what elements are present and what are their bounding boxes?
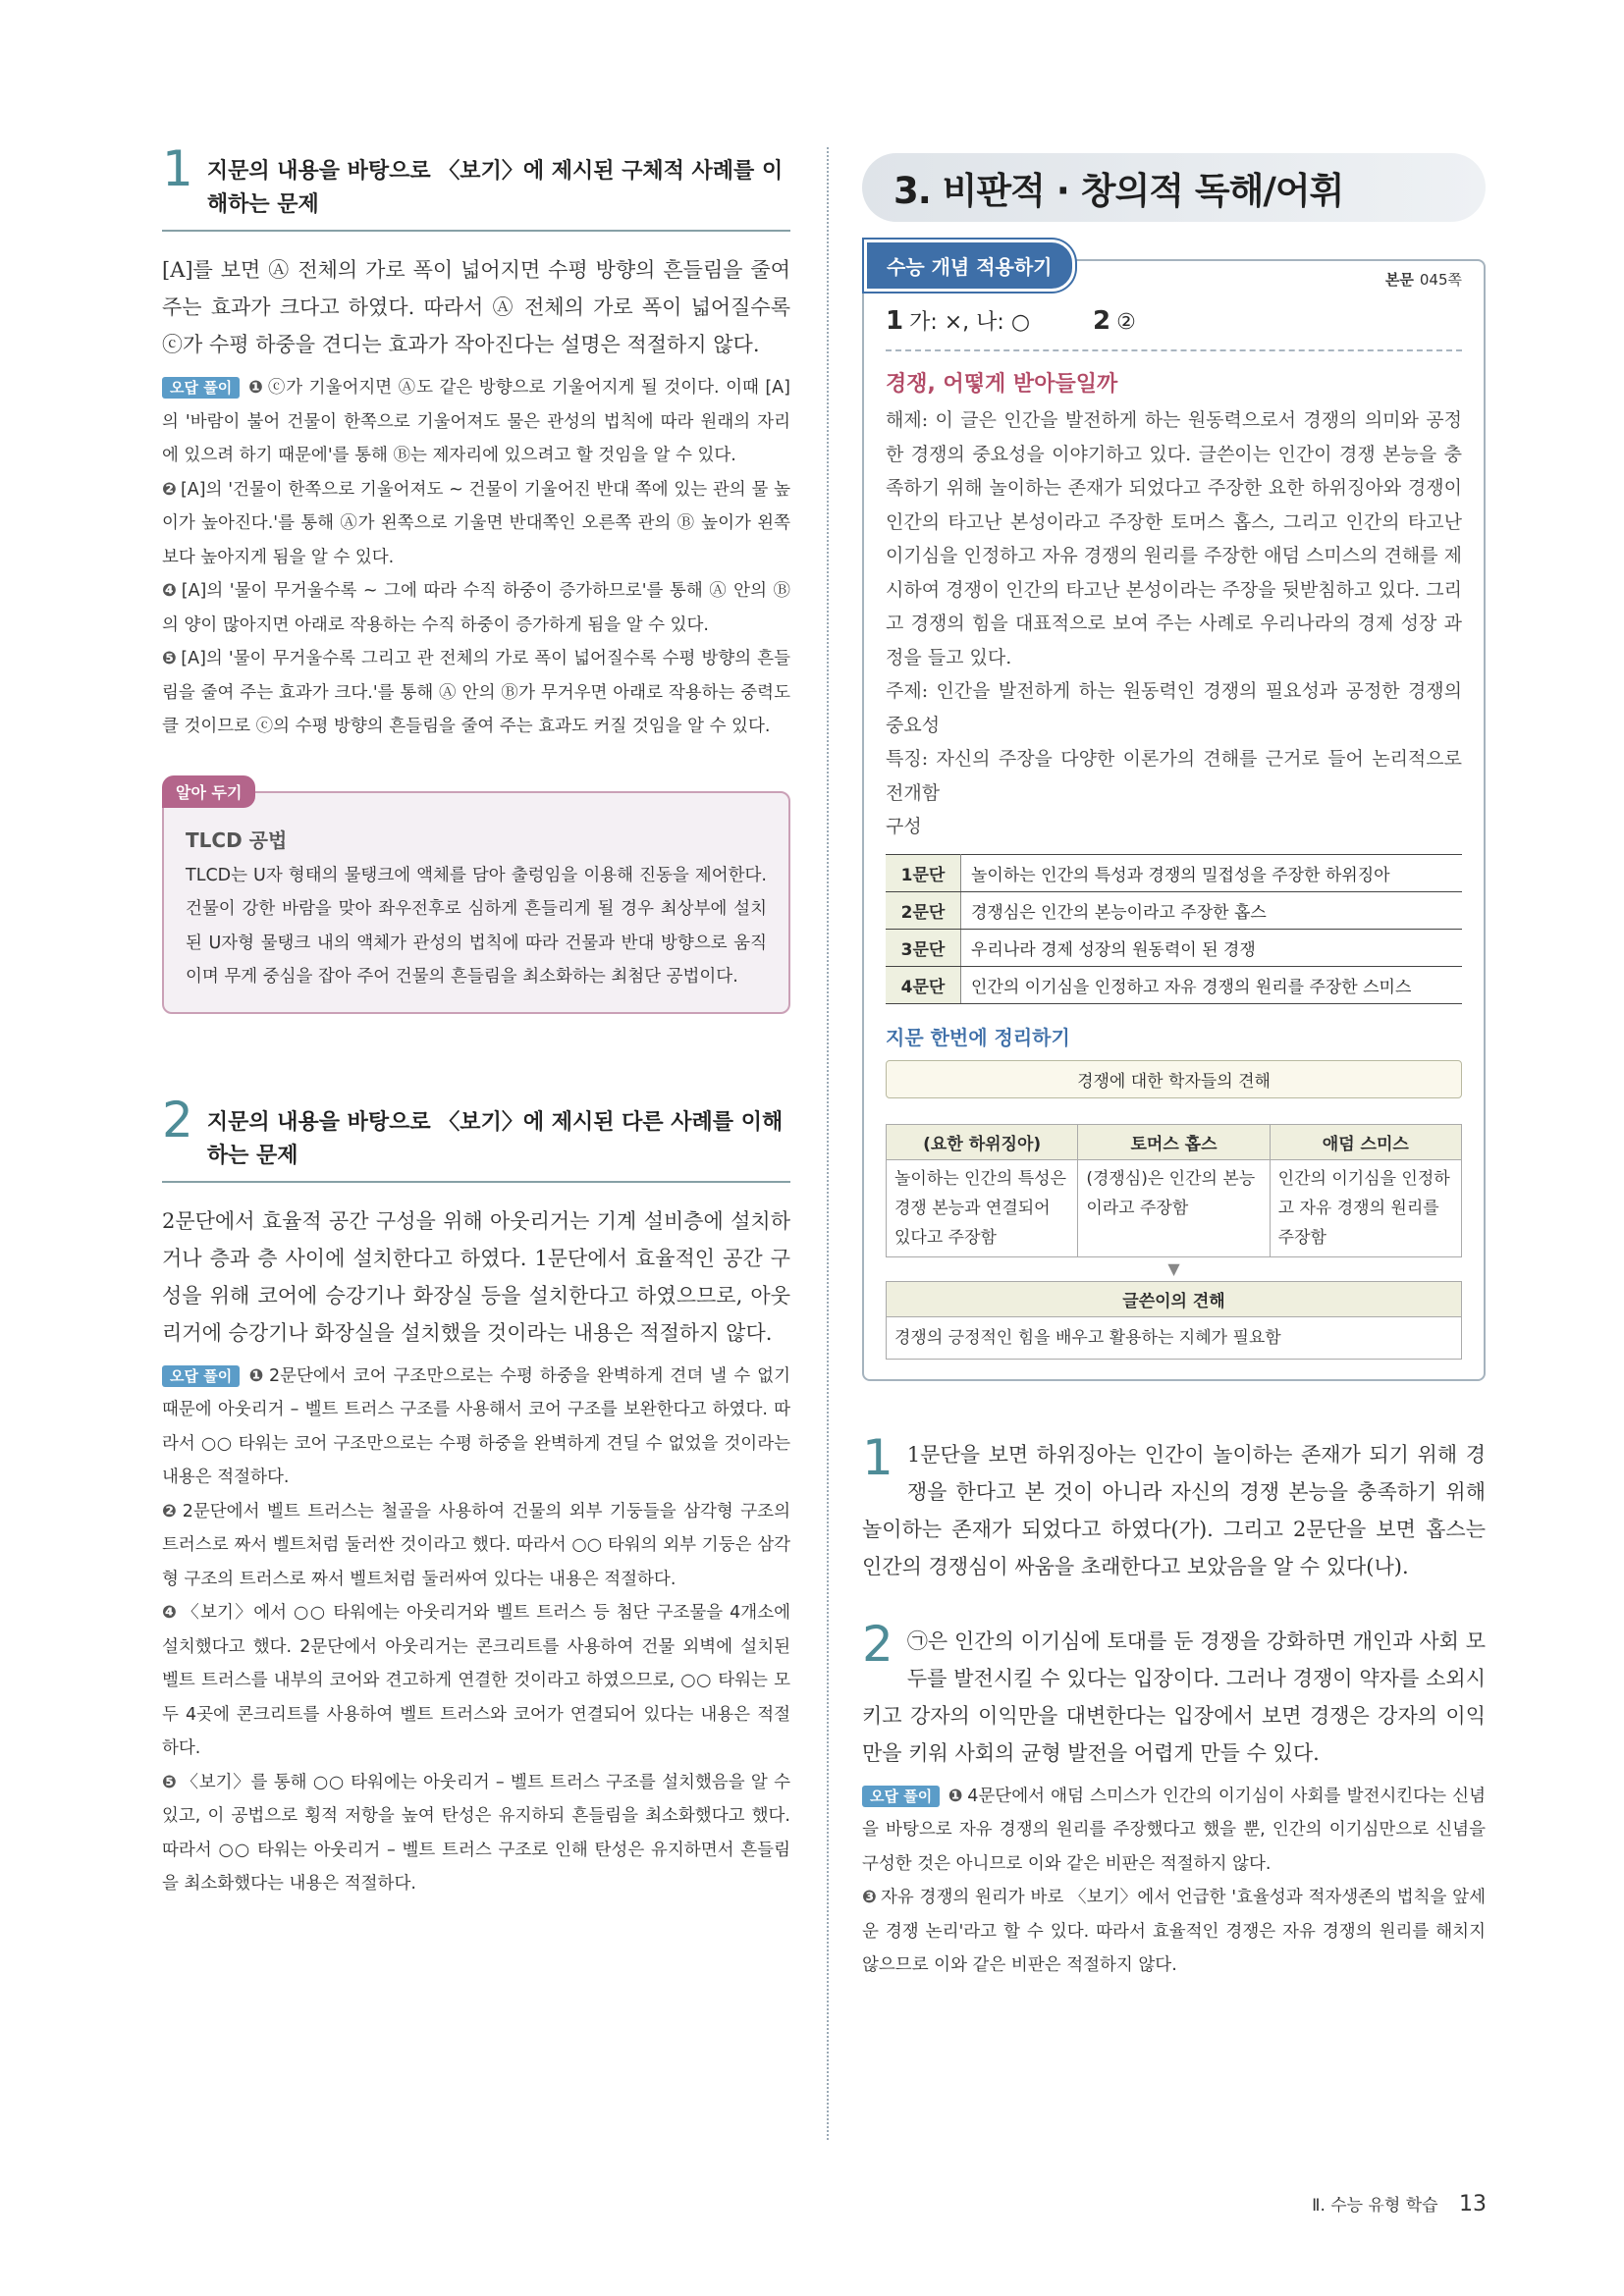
column-body: (경쟁심)은 인간의 본능이라고 주장함 (1086, 1168, 1256, 1218)
wrong-answer-item (162, 642, 790, 744)
wrong-answer-tag: 오답 풀이 (862, 1786, 940, 1807)
answer-1-explanation (862, 1428, 1486, 1585)
wrong-answer-text: 〈보기〉를 통해 ○○ 타워에는 아웃리거 – 벨트 트러스 구조를 설치했음을 알 수 있고, 이 공법으로 횡적 저항을 높여 탄성은 유지하되 흔들림을 최소화했다고 했다. 따라서 ○○ 타워는 아웃리거 – 벨트 트러스 구조로 인해 탄성은 유지하면서 흔들림을 최소화했다는 내용은 적절하다. (162, 1772, 790, 1894)
answer-2-explanation-text: ㉠은 인간의 이기심에 토대를 둔 경쟁을 강화하면 개인과 사회 모두를 발전시킬 수 있다는 입장이다. 그러나 경쟁이 약자를 소외시키고 강자의 이익만을 대변한다는 입장에서 보면 경쟁은 강자의 이익만을 키워 사회의 균형 발전을 어렵게 만들 수 있다. (862, 1629, 1486, 1765)
wrong-answer-text: 〈보기〉에서 ○○ 타워에는 아웃리거와 벨트 트러스 등 첨단 구조물을 4개소에 설치했다고 했다. 2문단에서 아웃리거는 콘크리트를 사용하여 건물 외벽에 설치된 벨트 트러스를 내부의 코어와 견고하게 연결한 것이라고 하였으므로, ○○ 타워는 모두 4곳에 콘크리트를 사용하여 벨트 트러스와 코어가 연결되어 있다는 내용은 적절하다. (162, 1603, 790, 1758)
answer-1-explanation-text: 1문단을 보면 하위징아는 인간이 놀이하는 존재가 되기 위해 경쟁을 한다고 본 것이 아니라 자신의 경쟁 본능을 충족하기 위해 놀이하는 존재가 되었다고 하였다(가). 그리고 2문단을 보면 홉스는 인간의 경쟁심이 싸움을 초래한다고 보았음을 알 수 있다(나). (862, 1442, 1486, 1578)
left-column (162, 140, 790, 1901)
answer-1: 가: ×, 나: ○ (909, 310, 1031, 335)
question-2-header (162, 1091, 790, 1183)
author-view-body: 경쟁의 긍정적인 힘을 배우고 활용하는 지혜가 필요함 (894, 1327, 1281, 1348)
choice-number: ❷ (162, 1501, 179, 1522)
answer-1-number: 1 (886, 306, 904, 336)
wrong-answer-text: [A]의 '건물이 한쪽으로 기울어져도 ~ 건물이 기울어진 반대 쪽에 있는 관의 물 높이가 높아진다.'를 통해 Ⓐ가 왼쪽으로 기울면 반대쪽인 오른쪽 관의 Ⓑ 높이가 왼쪽보다 높아지게 됨을 알 수 있다. (162, 479, 790, 567)
paragraph-label: 2문단 (886, 891, 961, 929)
choice-number: ❹ (162, 581, 178, 601)
question-2-number: 2 (162, 1091, 193, 1148)
table-row (886, 854, 1462, 891)
question-1-number: 1 (162, 140, 193, 197)
summary-columns (886, 1124, 1462, 1257)
summary-column (887, 1125, 1078, 1256)
wrong-answer-text: 4문단에서 애덤 스미스가 인간의 이기심이 사회를 발전시킨다는 신념을 바탕으로 자유 경쟁의 원리를 주장했다고 했을 뿐, 인간의 이기심만으로 신념을 구성한 것은 아니므로 이와 같은 비판은 적절하지 않다. (862, 1786, 1486, 1874)
wrong-answer-text: [A]의 '물이 무거울수록 그리고 관 전체의 가로 폭이 넓어질수록 수평 방향의 흔들림을 줄여 주는 효과가 크다.'를 통해 Ⓐ 안의 Ⓑ가 무거우면 아래로 작용하는 중력도 클 것이므로 ⓒ의 수평 방향의 흔들림을 줄여 주는 효과도 커질 것임을 알 수 있다. (162, 649, 790, 736)
page-footer (1312, 2191, 1487, 2216)
choice-number: ❶ (947, 1786, 964, 1806)
wrong-answer-text: ⓒ가 기울어지면 Ⓐ도 같은 방향으로 기울어지게 될 것이다. 이때 [A]의 '바람이 불어 건물이 한쪽으로 기울어져도 물은 관성의 법칙에 따라 원래의 자리에 있으려 하기 때문에'를 통해 Ⓑ는 제자리에 있으려고 할 것임을 알 수 있다. (162, 378, 790, 465)
wrong-answer-item (162, 1596, 790, 1766)
wrong-answer-item (862, 1780, 1486, 1882)
question-2-wrong-answers (162, 1360, 790, 1901)
choice-number: ❺ (162, 649, 178, 668)
column-body: 놀이하는 인간의 특성은 경쟁 본능과 연결되어 있다고 주장함 (894, 1168, 1067, 1248)
question-2-title: 지문의 내용을 바탕으로 〈보기〉에 제시된 다른 사례를 이해하는 문제 (206, 1109, 784, 1168)
choice-number: ❸ (862, 1888, 877, 1907)
author-view-box (886, 1281, 1462, 1360)
structure-table (886, 854, 1462, 1004)
summary-title: 지문 한번에 정리하기 (886, 1025, 1070, 1049)
wrong-answer-item (862, 1881, 1486, 1983)
note-text: TLCD는 U자 형태의 물탱크에 액체를 담아 출렁임을 이용해 진동을 제어한다. 건물이 강한 바람을 맞아 좌우전후로 심하게 흔들리게 될 경우 최상부에 설치된 U자형 물탱크 내의 액체가 관성의 법칙에 따라 건물과 반대 방향으로 움직이며 무게 중심을 잡아 주어 건물의 흔들림을 최소화하는 최첨단 공법이다. (186, 865, 767, 987)
panel-header (864, 240, 1462, 292)
column-divider (827, 147, 829, 2140)
answer-1-explanation-number: 1 (862, 1428, 893, 1486)
answer-2-explanation (862, 1615, 1486, 1983)
question-1-explanation: [A]를 보면 Ⓐ 전체의 가로 폭이 넓어지면 수평 방향의 흔들림을 줄여 주는 효과가 크다고 하였다. 따라서 Ⓐ 전체의 가로 폭이 넓어질수록 ⓒ가 수평 하중을 견디는 효과가 작아진다는 설명은 적절하지 않다. (162, 258, 790, 356)
paragraph-summary: 인간의 이기심을 인정하고 자유 경쟁의 원리를 주장한 스미스 (961, 966, 1463, 1003)
question-2-explanation: 2문단에서 효율적 공간 구성을 위해 아웃리거는 기계 설비층에 설치하거나 층과 층 사이에 설치한다고 하였다. 1문단에서 효율적인 공간 구성을 위해 코어에 승강기나 화장실 등을 설치한다고 하였으므로, 아웃리거에 승강기나 화장실을 설치했을 것이라는 내용은 적절하지 않다. (162, 1208, 790, 1345)
wrong-answer-text: 2문단에서 코어 구조만으로는 수평 하중을 완벽하게 견뎌 낼 수 없기 때문에 아웃리거 – 벨트 트러스 구조를 사용해서 코어 구조를 보완한다고 하였다. 따라서 ○○ 타워는 코어 구조만으로는 수평 하중을 완벽하게 견딜 수 없었을 것이라는 내용은 적절하다. (162, 1365, 790, 1487)
choice-number: ❶ (247, 378, 264, 398)
note-title: TLCD 공법 (186, 828, 288, 852)
page-ref-label: 본문 (1384, 271, 1414, 289)
author-view-head: 글쓴이의 견해 (887, 1282, 1461, 1317)
choice-number: ❶ (247, 1365, 265, 1386)
answer-2-explanation-number: 2 (862, 1615, 893, 1673)
table-row (886, 966, 1462, 1003)
page-number: 13 (1459, 2192, 1487, 2216)
concept-panel (862, 255, 1486, 1381)
paragraph-summary: 놀이하는 인간의 특성과 경쟁의 밀접성을 주장한 하위징아 (961, 854, 1463, 891)
note-box (162, 782, 790, 1014)
wrong-answer-item (162, 574, 790, 642)
choice-number: ❹ (162, 1603, 179, 1623)
passage-features: 특징: 자신의 주장을 다양한 이론가의 견해를 근거로 들어 논리적으로 전개함 (886, 748, 1462, 804)
question-1-wrong-answers (162, 371, 790, 744)
wrong-answer-item (162, 1766, 790, 1901)
column-head: 토머스 홉스 (1078, 1125, 1269, 1160)
page-reference (1385, 269, 1462, 290)
paragraph-label: 3문단 (886, 929, 961, 966)
passage-title: 경쟁, 어떻게 받아들일까 (886, 372, 1118, 397)
column-head: 애덤 스미스 (1271, 1125, 1461, 1160)
chapter-title: 3. 비판적 · 창의적 독해/어휘 (862, 153, 1486, 222)
column-head: (요한 하위징아) (887, 1125, 1077, 1160)
table-row (886, 929, 1462, 966)
passage-theme: 주제: 인간을 발전하게 하는 원동력인 경쟁의 필요성과 공정한 경쟁의 중요성 (886, 680, 1462, 736)
summary-column (1271, 1125, 1461, 1256)
column-body: 인간의 이기심을 인정하고 자유 경쟁의 원리를 주장함 (1277, 1168, 1450, 1248)
wrong-answer-item (162, 1360, 790, 1495)
wrong-answer-text: 자유 경쟁의 원리가 바로 〈보기〉에서 언급한 '효율성과 적자생존의 법칙을 앞세운 경쟁 논리'라고 할 수 있다. 따라서 효율적인 경쟁은 자유 경쟁의 원리를 해치지 않으므로 이와 같은 비판은 적절하지 않다. (862, 1888, 1486, 1975)
page-ref-value: 045쪽 (1419, 271, 1462, 289)
wrong-answer-tag: 오답 풀이 (162, 1365, 240, 1387)
right-column (862, 153, 1486, 1983)
wrong-answer-item (162, 473, 790, 575)
paragraph-label: 1문단 (886, 854, 961, 891)
wrong-answer-item (162, 1495, 790, 1597)
paragraph-summary: 우리나라 경제 성장의 원동력이 된 경쟁 (961, 929, 1463, 966)
structure-label: 구성 (886, 816, 922, 837)
summary-column (1078, 1125, 1270, 1256)
question-1-header (162, 140, 790, 232)
note-tag: 알아 두기 (162, 775, 255, 808)
wrong-answer-text: [A]의 '물이 무거울수록 ~ 그에 따라 수직 하중이 증가하므로'를 통해 Ⓐ 안의 Ⓑ의 양이 많아지면 아래로 작용하는 수직 하중이 증가하게 됨을 알 수 있다. (162, 581, 790, 635)
wrong-answer-text: 2문단에서 벨트 트러스는 철골을 사용하여 건물의 외부 기둥들을 삼각형 구조의 트러스로 짜서 벨트처럼 둘러싼 것이라고 했다. 따라서 ○○ 타워의 외부 기둥은 삼각형 구조의 트러스로 짜서 벨트처럼 둘러싸여 있다는 내용은 적절하다. (162, 1501, 790, 1589)
answer-line (886, 292, 1462, 351)
summary-top-box: 경쟁에 대한 학자들의 견해 (886, 1060, 1462, 1098)
concept-badge: 수능 개념 적용하기 (864, 240, 1075, 292)
wrong-answer-tag: 오답 풀이 (162, 377, 240, 399)
choice-number: ❷ (162, 479, 177, 500)
footer-section: Ⅱ. 수능 유형 학습 (1312, 2196, 1438, 2216)
paragraph-label: 4문단 (886, 966, 961, 1003)
passage-commentary: 해제: 이 글은 인간을 발전하게 하는 원동력으로서 경쟁의 의미와 공정한 경쟁의 중요성을 이야기하고 있다. 글쓴이는 인간이 경쟁 본능을 충족하기 위해 놀이하는 존재가 되었다고 주장한 요한 하위징아와 경쟁이 인간의 타고난 본성이라고 주장한 토머스 홉스, 그리고 인간의 타고난 이기심을 인정하고 자유 경쟁의 원리를 주장한 애덤 스미스의 견해를 제시하여 경쟁이 인간의 타고난 본성이라는 주장을 뒷받침하고 있다. 그리고 경쟁의 힘을 대표적으로 보여 주는 사례로 우리나라의 경제 성장 과정을 들고 있다. (886, 409, 1462, 668)
paragraph-summary: 경쟁심은 인간의 본능이라고 주장한 홉스 (961, 891, 1463, 929)
question-1-title: 지문의 내용을 바탕으로 〈보기〉에 제시된 구체적 사례를 이해하는 문제 (206, 159, 784, 217)
down-arrow-icon: ▼ (1167, 1258, 1180, 1278)
choice-number: ❺ (162, 1772, 178, 1792)
answer-2: ② (1116, 310, 1136, 335)
wrong-answer-item (162, 371, 790, 473)
answer-2-number: 2 (1093, 306, 1111, 336)
table-row (886, 891, 1462, 929)
